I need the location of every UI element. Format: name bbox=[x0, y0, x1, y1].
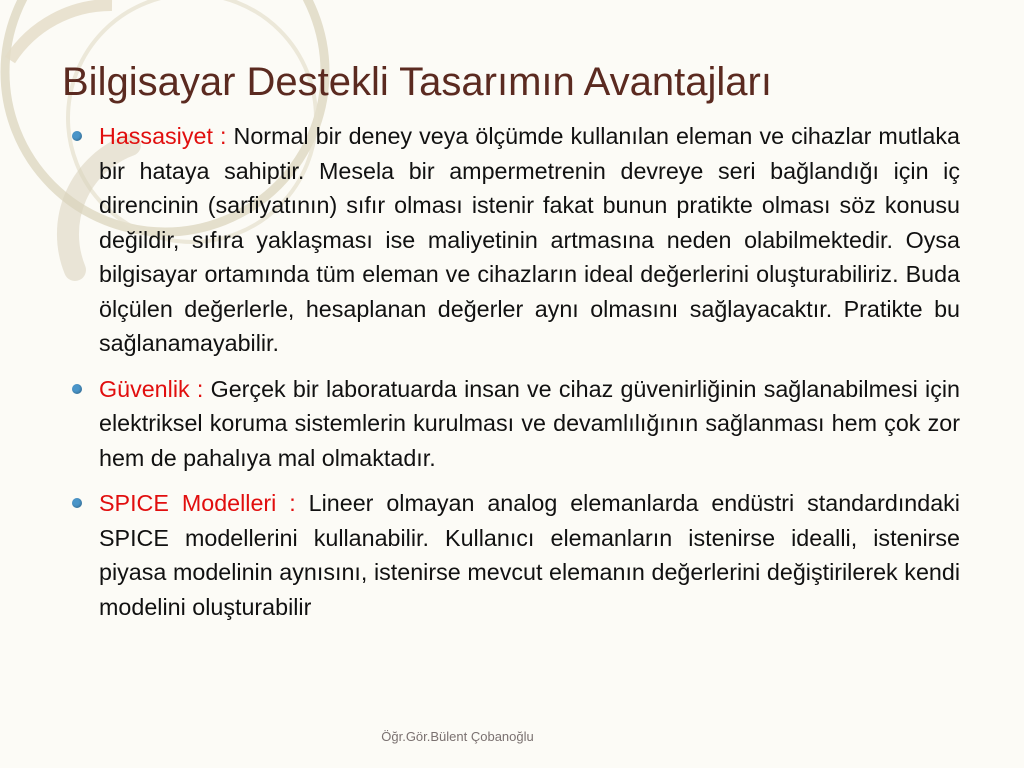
bullet-item-spice-modelleri bbox=[72, 486, 960, 624]
bullet-term: Hassasiyet : bbox=[99, 123, 227, 149]
bullet-term: Güvenlik : bbox=[99, 375, 204, 402]
bullet-text: Normal bir deney veya ölçümde kullanılan eleman ve cihazlar mutlaka bir hataya sahiptir. Mesela bir ampermetrenin devreye seri bağlandığı için iç direncinin (sarfiyatının) sıfır olması istenir fakat bunun pratikte olması söz konusu değildir, sıfıra yaklaşması ise maliyetinin artmasına neden olabilmektedir. Oysa bilgisayar ortamında tüm eleman ve cihazların ideal değerlerini oluşturabiliriz. Buda ölçülen değerlerle, hesaplanan değerler aynı olmasını sağlayacaktır. Pratikte bu sağlanamayabilir. bbox=[99, 123, 960, 356]
decor-arc-top bbox=[10, 5, 112, 60]
bullet-marker-icon bbox=[72, 498, 82, 508]
bullet-item-hassasiyet bbox=[72, 119, 960, 361]
bullet-marker-icon bbox=[72, 384, 82, 394]
bullet-list bbox=[72, 119, 960, 635]
bullet-text: Gerçek bir laboratuarda insan ve cihaz güvenirliğinin sağlanabilmesi için elektriksel koruma sistemlerin kurulması ve devamlılığının sağlanması hem çok zor hem de pahalıya mal olmaktadır. bbox=[99, 375, 960, 471]
footer-author: Öğr.Gör.Bülent Çobanoğlu bbox=[381, 729, 534, 744]
slide-title: Bilgisayar Destekli Tasarımın Avantajları bbox=[62, 60, 772, 104]
bullet-text: Lineer olmayan analog elemanlarda endüstri standardındaki SPICE modellerini kullanabilir. Kullanıcı elemanların istenirse idealli, istenirse piyasa modelinin aynısını, istenirse mevcut elemanın değerlerini değiştirilerek kendi modelini oluşturabilir bbox=[99, 490, 960, 620]
bullet-term: SPICE Modelleri : bbox=[99, 490, 296, 516]
bullet-marker-icon bbox=[72, 131, 82, 141]
bullet-item-guvenlik bbox=[72, 372, 960, 476]
